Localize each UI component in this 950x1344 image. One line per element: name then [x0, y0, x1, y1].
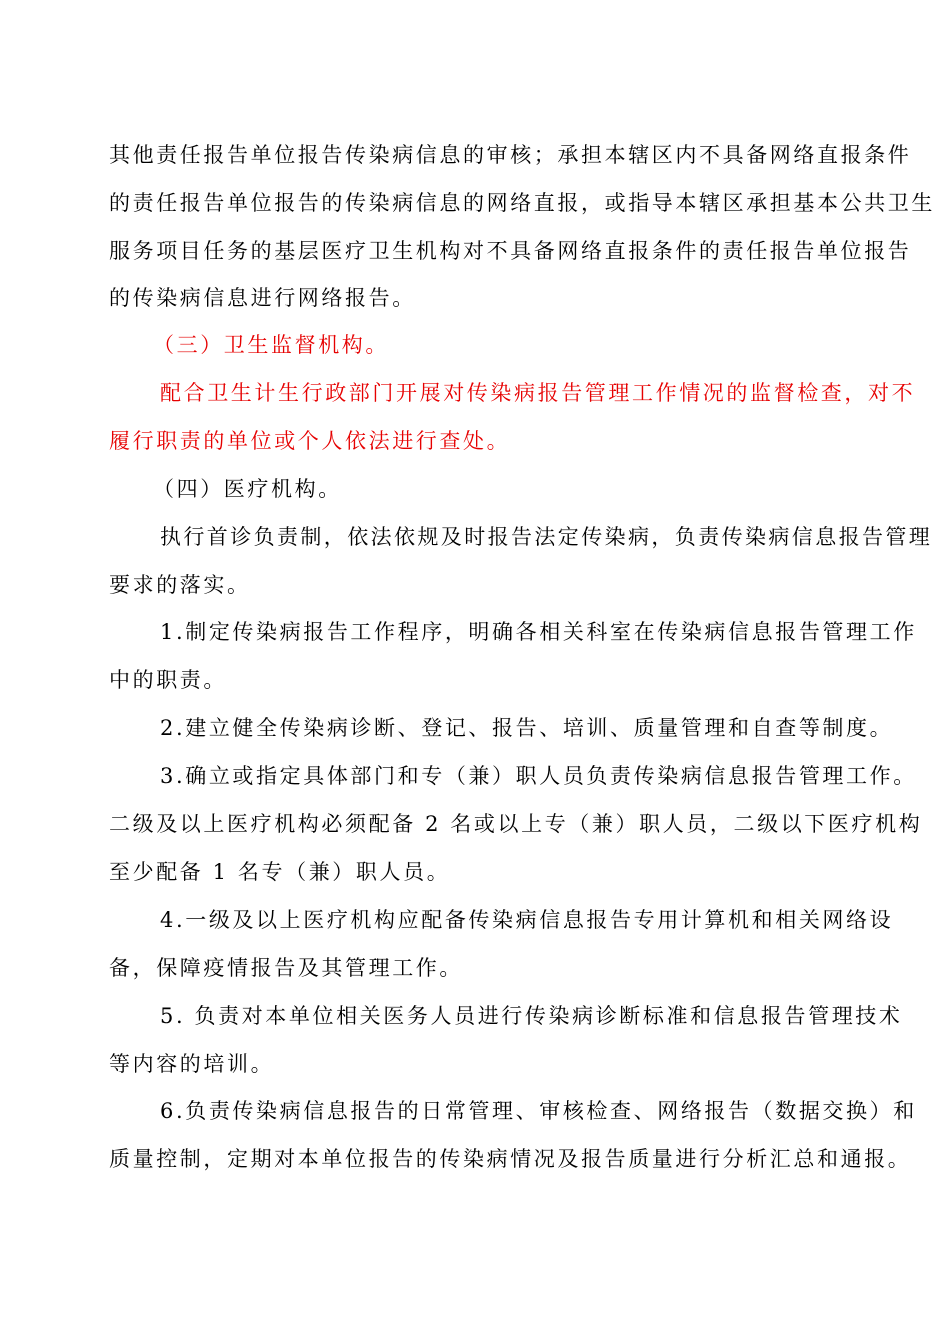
list-item-line: 等内容的培训。	[109, 1052, 275, 1076]
body-text-line: 执行首诊负责制，依法依规及时报告法定传染病，负责传染病信息报告管理	[160, 525, 933, 549]
list-item-line: 1.制定传染病报告工作程序，明确各相关科室在传染病信息报告管理工作	[160, 620, 917, 644]
list-item-line: 质量控制，定期对本单位报告的传染病情况及报告质量进行分析汇总和通报。	[109, 1147, 912, 1171]
list-item-line: 至少配备 1 名专（兼）职人员。	[109, 860, 451, 884]
body-text-line: 的传染病信息进行网络报告。	[109, 286, 416, 310]
body-text-line: 服务项目任务的基层医疗卫生机构对不具备网络直报条件的责任报告单位报告	[109, 239, 912, 263]
body-text-line: 其他责任报告单位报告传染病信息的审核；承担本辖区内不具备网络直报条件	[109, 143, 912, 167]
list-item-line: 2.建立健全传染病诊断、登记、报告、培训、质量管理和自查等制度。	[160, 716, 894, 740]
body-text-line: 的责任报告单位报告的传染病信息的网络直报，或指导本辖区承担基本公共卫生	[109, 191, 935, 215]
list-item-line: 二级及以上医疗机构必须配备 2 名或以上专（兼）职人员，二级以下医疗机构	[109, 812, 923, 836]
list-item-line: 4.一级及以上医疗机构应配备传染病信息报告专用计算机和相关网络设	[160, 908, 894, 932]
list-item-line: 5. 负责对本单位相关医务人员进行传染病诊断标准和信息报告管理技术	[160, 1004, 903, 1028]
list-item-line: 6.负责传染病信息报告的日常管理、审核检查、网络报告（数据交换）和	[160, 1099, 917, 1123]
list-item-line: 中的职责。	[109, 668, 227, 692]
section-heading-medical-institutions: （四）医疗机构。	[153, 477, 342, 501]
body-text-line: 要求的落实。	[109, 573, 251, 597]
highlighted-text-line: 配合卫生计生行政部门开展对传染病报告管理工作情况的监督检查，对不	[160, 381, 916, 405]
list-item-line: 备，保障疫情报告及其管理工作。	[109, 956, 463, 980]
list-item-line: 3.确立或指定具体部门和专（兼）职人员负责传染病信息报告管理工作。	[160, 764, 917, 788]
section-heading-health-supervision: （三）卫生监督机构。	[153, 333, 389, 357]
highlighted-text-line: 履行职责的单位或个人依法进行查处。	[109, 429, 511, 453]
